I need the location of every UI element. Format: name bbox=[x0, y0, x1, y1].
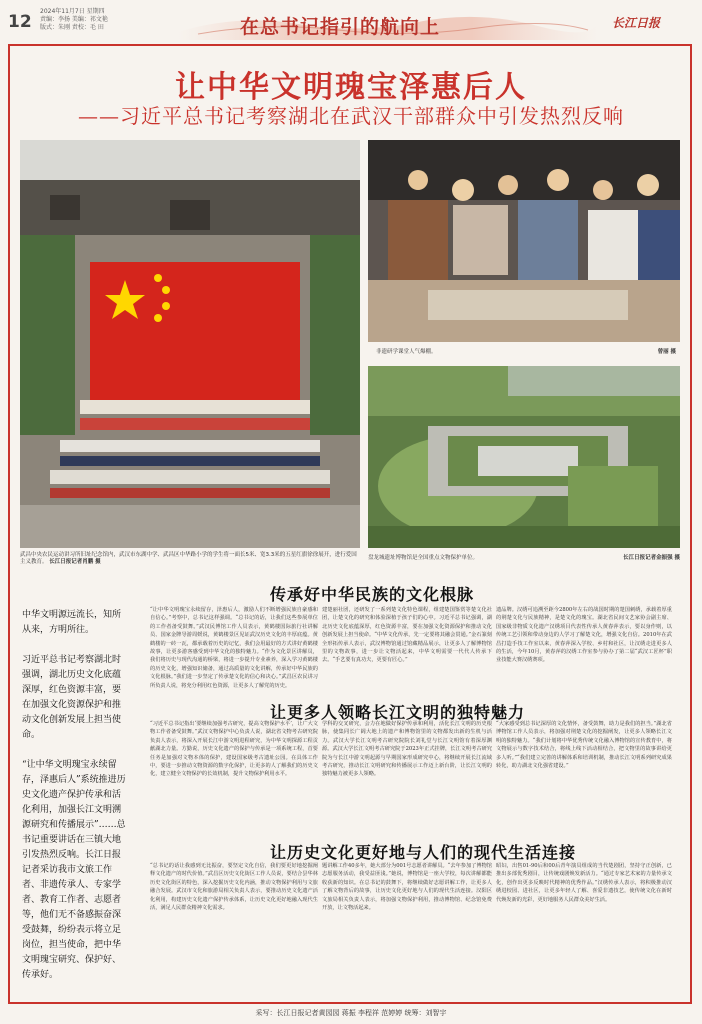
section-2-title: 让更多人领略长江文明的独特魅力 bbox=[270, 703, 526, 722]
photo-museum-aerial-image bbox=[368, 366, 680, 548]
photo-classroom-image bbox=[368, 140, 680, 342]
article-lead: 中华文明源远流长，知所从来，方明所往。 习近平总书记考察湖北时强调，湖北历史文化底蕴深厚，红色资源丰富，要在加强文化资源保护和推动文化创新发展上担当使命。 “让中华文明瑰宝永续留存，泽惠后人”系统推进历史文化遗产保护传承和活化利用，加强长江文明溯源研究和传播展示”……总书记重要讲话在三镇大地引发热烈反响。长江日报记者采访我市文旅工作者、非遗传承人、专家学者、教育工作者、志愿者等，他们无不备感振奋深受鼓舞，纷纷表示将立足岗位，担当使命，把中华文明瑰宝研究、保护好、传承好。 bbox=[22, 610, 126, 980]
photo-flag-ceremony-caption bbox=[20, 552, 360, 566]
page-number: 12 bbox=[8, 12, 32, 32]
photo-flag-ceremony-image bbox=[20, 140, 360, 548]
section-3-title: 让历史文化更好地与人们的现代生活连接 bbox=[270, 843, 577, 862]
page-header bbox=[0, 0, 702, 42]
section-1-column-3: 遗品牌。汉绣可追溯至距今2800年左右的战国时期的楚国刺绣，承载着厚重的荆楚文化与民族精神，是楚文化的瑰宝。湖北省民间文艺家协会副主席、国家级非物质文化遗产汉绣项目代表性传承人黄春萍表示，要以身作则，以传统工艺引领和带动身边的人学习了解楚文化，增强文化自信。2010年在武昌打造手技工作室以来，黄春萍深入学校、乡村和社区，让汉绣走进更多人的生活，今年10月，黄春萍的汉绣工作室参与协办了第二届“武汉工匠杯”职业技能大赛汉绣赛项。 bbox=[496, 607, 672, 664]
section-2-column-3: “大家感受到总书记深厚的文化情怀，备受鼓舞，助力是我们的担当。”湖北省博物馆工作人员表示，将加强对荆楚文化的挖掘阐发，让更多人领略长江文明的独特魅力。“我们计划将中华优秀传统文化融入博物馆的宣传教育中，将文物展示与数字技术结合，将线上线下活动相结合，把文物里的故事讲给更多人听。”“我们建立完善的讲解体系和培训机制，推动长江文明系列研究成果转化，助力湖北文化强省建设。” bbox=[496, 721, 672, 770]
photo-classroom-credit: 曾丽 摄 bbox=[657, 349, 676, 355]
photo-flag-ceremony-credit: 长江日报记者肖鹏 摄 bbox=[49, 559, 101, 565]
section-3-column-2: 题讲解工作40多年，她大部分为001号志愿者讲解员。“去年参加了博物馆志愿服务活动，我受益匪浅。”她说，博物馆是一座大学校，每次讲解都能收获新的知识。在总书记的鼓舞下，将继续做好志愿讲解工作，让更多人了解文物背后的故事，让历史文化更好地与人们的现代生活连接。汉阳区文旅局相关负责人表示，将加强文物保护利用，推动博物馆、纪念馆免费开放，让文物活起来。 bbox=[322, 863, 492, 912]
header-editors: 责编：李扬 美编：祁文艳 bbox=[40, 16, 108, 23]
article-title: 让中华文明瑰宝泽惠后人 bbox=[175, 70, 527, 105]
article-subtitle: ——习近平总书记考察湖北在武汉干部群众中引发热烈反响 bbox=[78, 104, 624, 128]
section-2-column-2: 学科的交叉研究，会力在地做好保护传承和利用，活化长江文明的历史根脉，使集同长广阔大地上的遗产和博物馆里的文物都发出新的生机与活力。武汉大学长江文明考古研究院院长刘礼堂与长江文明馆有着深厚渊源。武汉大学长江文明考古研究院于2023年正式挂牌，长江文明考古研究院为与长江中游文明起源与早期国家形成研究中心，将继续开展长江流域考古研究，推动长江文明研究和传播展示工作迈上新台阶，让长江文明的独特魅力被更多人领略。 bbox=[322, 721, 492, 778]
photo-museum-caption-text: 盘龙城遗址博物馆是全国重点文物保护单位。 bbox=[368, 555, 479, 561]
photo-museum-credit: 长江日报记者金振强 摄 bbox=[623, 555, 680, 561]
section-2-column-1: “习近平总书记指出‘要继续加强考古研究，提高文物保护水平’，让广大文物工作者备受鼓舞。”武汉文物保护中心负责人说，湖北省文物考古研究院负责人表示，将深入开展长江中游文明进程研究，为中华文明探源工程贡献湖北力量。方勤说，历史文化遗产的保护与传承是一项系统工程，首要任务是加强对文物本体的保护，建设国家级考古遗址公园。在具体工作中，要进一步推动文物资源的数字化保护，让更多的人了解我们的历史文化，建立健全文物保护的长效机制，提升文物保护利用水平。 bbox=[150, 721, 318, 778]
header-layout: 版式：朱刚 责校：毛 田 bbox=[40, 24, 104, 31]
header-meta bbox=[40, 8, 108, 32]
photo-museum-aerial bbox=[368, 366, 680, 548]
section-1-title: 传承好中华民族的文化根脉 bbox=[270, 585, 475, 604]
section-3-column-3: 昭妇，出售01-90后和00后青年演员组成的当代楚剧团，坚持守正创新，已推出多部优秀剧目，让传统戏剧焕发新活力。“通过专家艺术家的力量传承文化，创作出更多反映时代精神的优秀作品。”汉绣传承人表示，将积极推动汉绣进校园、进社区，让更多年轻人了解、喜爱非遗技艺，使传统文化在新时代焕发新的光彩，更好地服务人民群众美好生活。 bbox=[496, 863, 672, 903]
photo-museum-caption bbox=[368, 555, 680, 562]
section-1-column-1: “让中华文明瑰宝永续留存，泽惠后人，激励人们不断增强民族自豪感和自信心。”考察中，总书记这样强调。“总书记的话，让我们这些参展单位的工作者备受鼓舞。”武汉民博馆工作人员表示，黄鹤楼国际旅行社讲解员、国家金牌导游周媛说，黄鹤楼景区见证武汉历史文化的丰厚底蕴。黄鹤楼的一砖一瓦，都承载着历史的记忆，我们会用最好的方式讲好黄鹤楼故事，让更多游客感受到中华文化的独特魅力。“作为文化景区讲解员，我们将历史与现代沟通的桥梁，将进一步提升专业素养，深入学习黄鹤楼的历史文化，增强知识储备，通过高质量的文化讲解，传承好中华民族的文化根脉。”我们进一步坚定了传承楚文化的信心和决心。”武昌区农民讲习所负责人说，将充分利用红色资源，让更多人了解党的历史。 bbox=[150, 607, 318, 689]
article-credits: 采写：长江日报记者黄园园 蒋振 李程祥 范婷婷 统筹：刘智宇 bbox=[255, 1009, 447, 1017]
section-3-column-1: “总书记的话让我感到无比振奋，要坚定文化自信，我们要更好地挖掘阐释文化遗产的时代价值。”武昌区历史文化街区工作人员说，要结合昙华林历史文化街区的特色，深入挖掘历史文化内涵，推动文物保护利用与文旅融合发展。武汉市文化和旅游局相关负责人表示，要推动历史文化遗产活化利用，构建历史文化遗产保护传承体系，让历史文化更好地融入现代生活，满足人民群众精神文化需求。 bbox=[150, 863, 318, 912]
column-title: 在总书记指引的航向上 bbox=[240, 16, 441, 38]
newspaper-logo: 长江日报 bbox=[612, 16, 661, 30]
photo-classroom-caption bbox=[376, 349, 676, 356]
photo-classroom-caption-text: 非遗研学课堂人气爆棚。 bbox=[376, 349, 437, 355]
photo-flag-ceremony-caption-text: 武昌中央农民运动讲习所旧址纪念馆内，武汉市东湖中学、武昌区中华路小学的学生将一面长5米、宽3.3米的五星红旗徐徐展开，进行爱国主义教育。 bbox=[20, 552, 357, 565]
photo-flag-ceremony bbox=[20, 140, 360, 548]
section-1-column-2: 建楚丽社团，还研发了一系列楚文化特色课程，组建楚国鉴赏等楚文化社团，让楚文化的研究和体验深植于孩子们的心中。习近平总书记强调，湖北历史文化底蕴深厚，红色资源丰富，要在加强文化资源保护和推动文化创新发展上担当使命。“中华文化传承，先一定要将其融会贯通。”金石篆刻全形拓传承人表示，武汉博物馆通过馆藏精品展示，让更多人了解博物馆里的文物故事，进一步让文物活起来，中华文明需要一代代人传承下去。“手艺要有真功夫，更要有匠心。” bbox=[322, 607, 492, 664]
header-date: 2024年11月7日 星期四 bbox=[40, 8, 105, 15]
photo-classroom bbox=[368, 140, 680, 342]
